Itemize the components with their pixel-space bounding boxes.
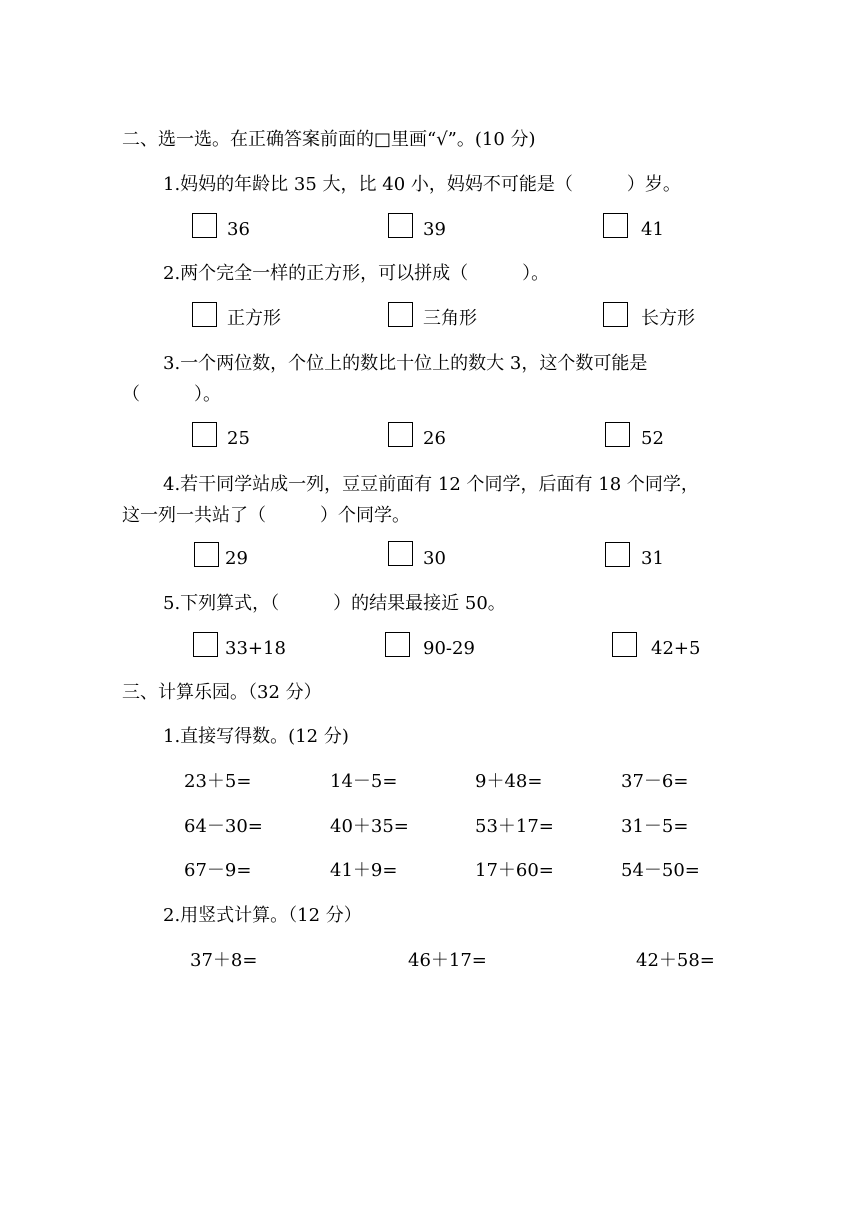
- vertical-calc-item: 42＋58=: [636, 950, 715, 971]
- checkbox-q1-a[interactable]: [192, 213, 217, 238]
- option-q3-c: 52: [641, 428, 664, 449]
- option-q1-a: 36: [227, 219, 250, 240]
- part1-heading: 1.直接写得数。(12 分): [163, 726, 349, 747]
- checkbox-q2-b[interactable]: [388, 302, 413, 327]
- checkbox-q3-a[interactable]: [192, 422, 217, 447]
- option-q4-b: 30: [423, 548, 446, 569]
- part2-heading: 2.用竖式计算。（12 分）: [163, 905, 362, 926]
- calc-item: 14－5=: [330, 771, 398, 792]
- checkbox-q3-b[interactable]: [388, 422, 413, 447]
- option-q1-b: 39: [423, 219, 446, 240]
- calc-item: 67－9=: [184, 860, 252, 881]
- question-4-text-cont: 这一列一共站了（ ）个同学。: [122, 505, 410, 526]
- calc-item: 31－5=: [621, 816, 689, 837]
- option-q2-b: 三角形: [423, 308, 477, 329]
- checkbox-q5-c[interactable]: [612, 632, 637, 657]
- question-3-text-cont: （ ）。: [122, 384, 221, 405]
- checkbox-q5-a[interactable]: [193, 632, 218, 657]
- calc-item: 9＋48=: [475, 771, 543, 792]
- option-q5-c: 42+5: [651, 638, 701, 659]
- checkbox-q5-b[interactable]: [385, 632, 410, 657]
- calc-item: 64－30=: [184, 816, 263, 837]
- calc-item: 37－6=: [621, 771, 689, 792]
- calc-item: 40＋35=: [330, 816, 409, 837]
- option-q2-a: 正方形: [227, 308, 281, 329]
- vertical-calc-item: 46＋17=: [408, 950, 487, 971]
- calc-item: 53＋17=: [475, 816, 554, 837]
- calc-item: 23＋5=: [184, 771, 252, 792]
- checkbox-q4-a[interactable]: [194, 542, 219, 567]
- question-1-text: 1.妈妈的年龄比 35 大，比 40 小，妈妈不可能是（ ）岁。: [163, 174, 681, 195]
- question-3-text: 3.一个两位数，个位上的数比十位上的数大 3，这个数可能是: [163, 353, 648, 374]
- option-q3-b: 26: [423, 428, 446, 449]
- option-q5-a: 33+18: [225, 638, 286, 659]
- checkbox-q4-c[interactable]: [605, 542, 630, 567]
- option-q1-c: 41: [641, 219, 664, 240]
- checkbox-q2-c[interactable]: [603, 302, 628, 327]
- checkbox-q3-c[interactable]: [605, 422, 630, 447]
- vertical-calc-item: 37＋8=: [190, 950, 258, 971]
- question-5-text: 5.下列算式，（ ）的结果最接近 50。: [163, 593, 506, 614]
- checkbox-q2-a[interactable]: [192, 302, 217, 327]
- option-q3-a: 25: [227, 428, 250, 449]
- option-q5-b: 90-29: [423, 638, 475, 659]
- question-4-text: 4.若干同学站成一列，豆豆前面有 12 个同学，后面有 18 个同学，: [163, 474, 699, 495]
- option-q2-c: 长方形: [641, 308, 695, 329]
- calc-item: 17＋60=: [475, 860, 554, 881]
- option-q4-a: 29: [225, 548, 248, 569]
- checkbox-q1-b[interactable]: [388, 213, 413, 238]
- calc-item: 54－50=: [621, 860, 700, 881]
- checkbox-q1-c[interactable]: [603, 213, 628, 238]
- section3-heading: 三、计算乐园。（32 分）: [122, 682, 322, 703]
- calc-item: 41＋9=: [330, 860, 398, 881]
- question-2-text: 2.两个完全一样的正方形，可以拼成（ ）。: [163, 263, 550, 284]
- section2-heading: 二、选一选。在正确答案前面的□里画“√”。(10 分): [122, 129, 536, 150]
- option-q4-c: 31: [641, 548, 664, 569]
- checkbox-q4-b[interactable]: [388, 541, 413, 566]
